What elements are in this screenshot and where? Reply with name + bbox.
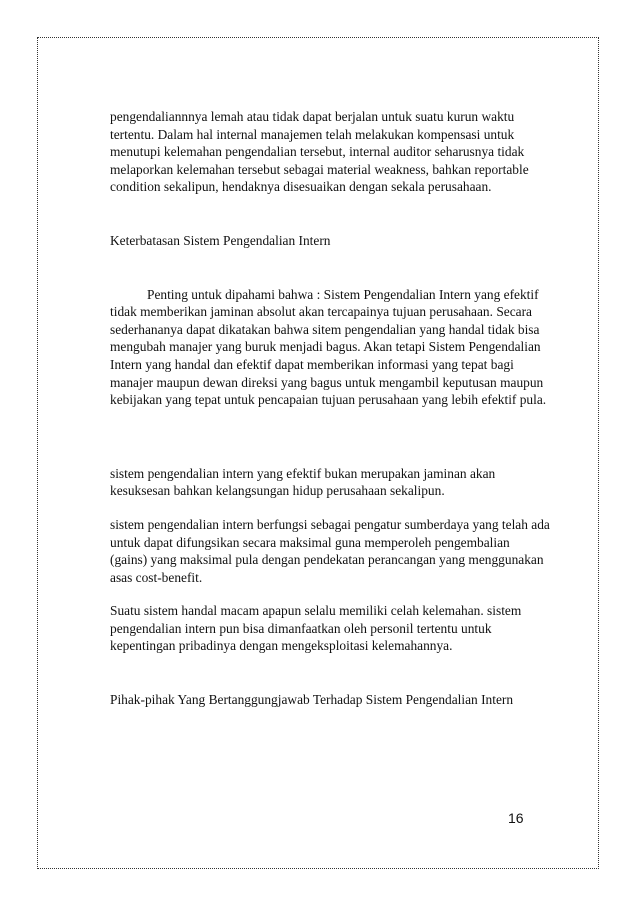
page-number: 16 [508, 810, 524, 826]
section-heading-limitations: Keterbatasan Sistem Pengendalian Intern [110, 232, 331, 248]
section-heading-responsible-parties: Pihak-pihak Yang Bertanggungjawab Terhadap Sistem Pengendalian Intern [110, 692, 514, 708]
paragraph-weakness-gaps: Suatu sistem handal macam apapun selalu memiliki celah kelemahan. sistem pengendalian intern pun bisa dimanfaatkan oleh personil tertentu untuk kepentingan pribadinya dengan mengeksploitasi kelemahannya. [110, 603, 522, 654]
paragraph-resource-regulator: sistem pengendalian intern berfungsi sebagai pengatur sumberdaya yang telah ada untuk dapat difungsikan secara maksimal guna memperoleh pengembalian (gains) yang maksimal pula dengan pendekatan perancangan yang menggunakan asas cost-benefit. [110, 516, 550, 585]
paragraph-no-guarantee: sistem pengendalian intern yang efektif bukan merupakan jaminan akan kesuksesan bahkan kelangsungan hidup perusahaan sekalipun. [110, 465, 496, 499]
document-body [110, 108, 550, 709]
paragraph-important-understanding: Penting untuk dipahami bahwa : Sistem Pengendalian Intern yang efektif tidak memberikan jaminan absolut akan tercapainya tujuan perusahaan. Secara sederhananya dapat dikatakan bahwa sitem pengendalian yang handal tidak bisa mengubah manajer yang buruk menjadi bagus. Akan tetapi Sistem Pengendalian Intern yang handal dan efektif dapat memberikan informasi yang tepat bagi manajer maupun dewan direksi yang bagus untuk mengambil keputusan maupun kebijakan yang tepat untuk pencapaian tujuan perusahaan yang lebih efektif pula. [110, 286, 547, 408]
paragraph-weakness-compensation: pengendaliannnya lemah atau tidak dapat berjalan untuk suatu kurun waktu tertentu. Dalam hal internal manajemen telah melakukan kompensasi untuk menutupi kelemahan pengendalian tersebut, internal auditor seharusnya tidak melaporkan kelemahan tersebut sebagai material weakness, bahkan reportable condition sekalipun, hendaknya disesuaikan dengan sekala perusahaan. [110, 109, 529, 195]
